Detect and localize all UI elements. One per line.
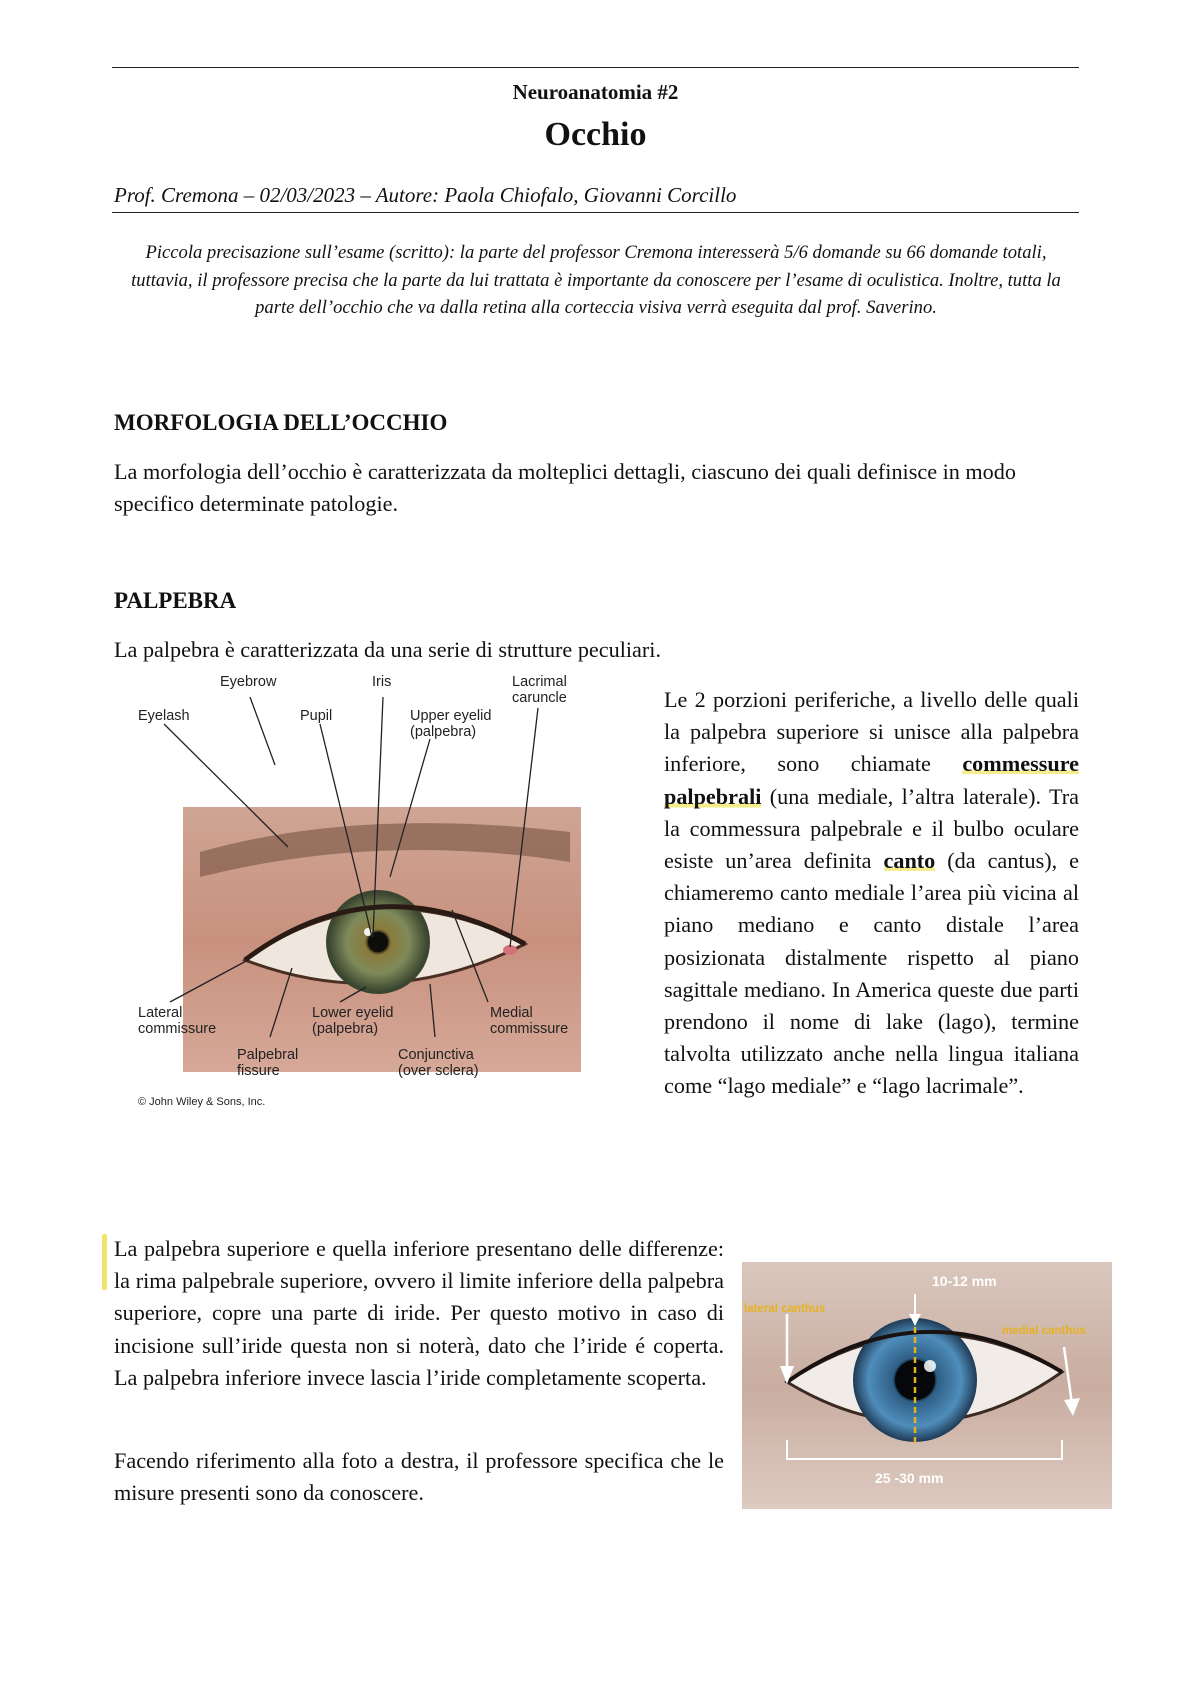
label-vertical-measure: 10-12 mm	[932, 1273, 997, 1289]
term-commessure-palpebrali: commessure palpebrali	[664, 751, 1079, 809]
header-rule	[112, 212, 1079, 213]
label-lateral-2: commissure	[138, 1021, 217, 1037]
label-eyebrow: Eyebrow	[220, 674, 277, 690]
palpebra-intro: La palpebra è caratterizzata da una serie di strutture peculiari.	[114, 637, 661, 662]
eye-anatomy-figure	[138, 674, 640, 1182]
label-lateral-1: Lateral	[138, 1005, 183, 1021]
label-horizontal-measure: 25 -30 mm	[875, 1470, 944, 1486]
term-canto: canto	[883, 848, 936, 874]
label-medial-2: commissure	[490, 1021, 569, 1037]
commessure-text-3: (da cantus), e chiameremo canto mediale l’area più vicina al piano mediano e canto distale l’area posizionata distalmente rispetto al piano sagittale mediano. In America queste due parti prendono il nome di lake (lago), termine talvolta utilizzato anche nella lingua italiana come “lago mediale” e “lago lacrimale”.	[664, 848, 1080, 1099]
palpebra-misure-paragraph: Facendo riferimento alla foto a destra, il professore specifica che le misure presenti sono da conoscere.	[114, 1448, 724, 1506]
palpebra-differenze-paragraph: La palpebra superiore e quella inferiore presentano delle differenze: la rima palpebrale superiore, ovvero il limite inferiore della palpebra superiore, copre una parte di iride. Per questo motivo in caso di incisione sull’iride questa non si noterà, dato che l’iride é coperta. La palpebra inferiore invece lascia l’iride completamente scoperta.	[114, 1236, 724, 1390]
label-fissure-1: Palpebral	[237, 1047, 299, 1063]
series-label: Neuroanatomia #2	[512, 80, 679, 104]
label-lacrimal-2: caruncle	[512, 690, 567, 706]
page-title: Occhio	[544, 116, 647, 153]
photo-reflection	[924, 1360, 936, 1372]
label-lower-eyelid-1: Lower eyelid	[312, 1005, 394, 1021]
morfologia-paragraph: La morfologia dell’occhio è caratterizzata da molteplici dettagli, ciascuno dei quali definisce in modo specifico determinate patologie.	[114, 459, 1016, 517]
label-conjunctiva-1: Conjunctiva	[398, 1047, 474, 1063]
commessure-paragraph	[664, 684, 1079, 1103]
exam-note: Piccola precisazione sull’esame (scritto): la parte del professor Cremona interesserà 5/6 domande su 66 domande totali, tuttavia, il professore precisa che la parte da lui trattata è importante da conoscere per l’esame di oculistica. Inoltre, tutta la parte dell’occhio che va dalla retina alla corteccia visiva verrà eseguita dal prof. Saverino.	[131, 242, 1061, 319]
label-iris: Iris	[372, 674, 392, 690]
label-medial-canthus: medial canthus	[1002, 1325, 1086, 1337]
eye-measurements-figure	[742, 1262, 1112, 1509]
label-lateral-canthus: lateral canthus	[744, 1303, 826, 1315]
commessure-text-1: Le 2 porzioni periferiche, a livello delle quali la palpebra superiore si unisce alla palpebra inferiore, sono chiamate	[664, 687, 1079, 777]
label-medial-1: Medial	[490, 1005, 533, 1021]
label-eyelash: Eyelash	[138, 708, 190, 724]
top-rule	[112, 67, 1079, 68]
section-heading-palpebra: PALPEBRA	[114, 588, 237, 613]
label-pupil: Pupil	[300, 708, 333, 724]
figure-credit: © John Wiley & Sons, Inc.	[138, 1096, 266, 1108]
lecture-meta: Prof. Cremona – 02/03/2023 – Autore: Paola Chiofalo, Giovanni Corcillo	[114, 183, 737, 207]
label-lacrimal-1: Lacrimal	[512, 674, 567, 690]
highlight-marker	[102, 1234, 107, 1290]
label-upper-eyelid-2: (palpebra)	[410, 724, 477, 740]
label-conjunctiva-2: (over sclera)	[398, 1063, 479, 1079]
label-upper-eyelid-1: Upper eyelid	[410, 708, 492, 724]
commessure-text-2: (una mediale, l’altra laterale). Tra la commessura palpebrale e il bulbo oculare esiste un’area definita	[664, 783, 1079, 874]
label-lower-eyelid-2: (palpebra)	[312, 1021, 379, 1037]
label-fissure-2: fissure	[237, 1063, 280, 1079]
section-heading-morfologia: MORFOLOGIA DELL’OCCHIO	[114, 410, 448, 435]
